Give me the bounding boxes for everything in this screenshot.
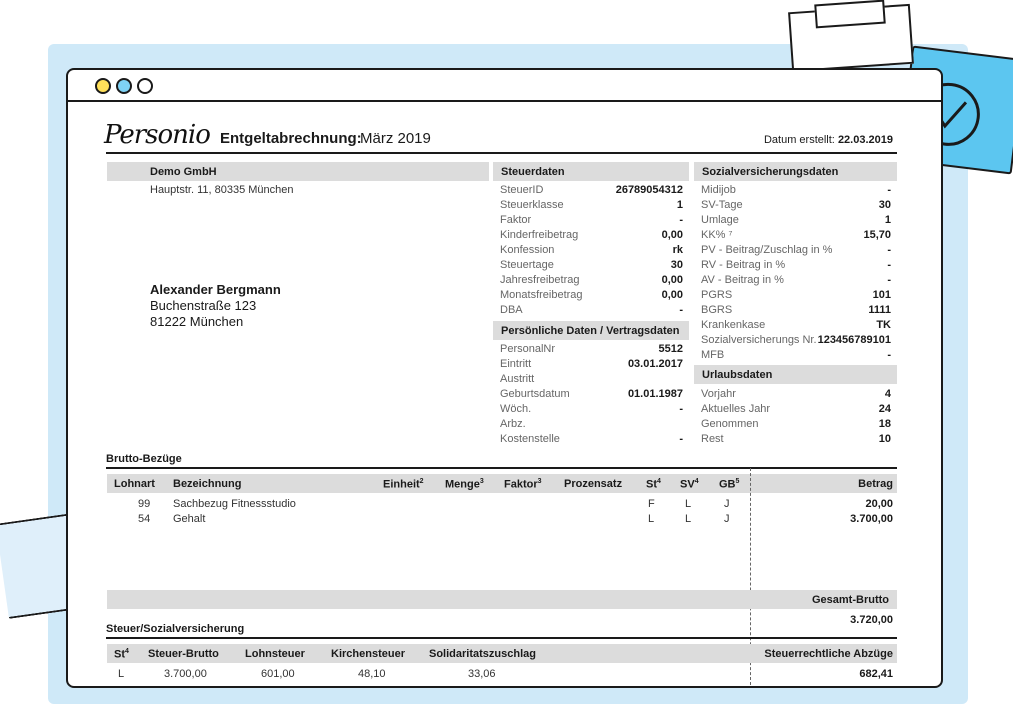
steuerdaten-row-value: rk	[672, 244, 683, 256]
steuerdaten-row-label: Kinderfreibetrag	[500, 229, 579, 241]
sozial-row-label: SV-Tage	[701, 199, 743, 211]
col-menge: Menge$^3$	[445, 478, 484, 491]
steuerdaten-row-label: Jahresfreibetrag	[500, 274, 580, 286]
steuerdaten-row-value: 1	[676, 199, 683, 211]
persoenlich-header-bar	[493, 321, 689, 340]
window-close-dot[interactable]	[137, 78, 153, 94]
steuerdaten-row-value: -	[679, 214, 683, 226]
created-date: 22.03.2019	[837, 134, 893, 146]
steuer-st-value: L	[118, 668, 125, 680]
sozial-row-value: -	[887, 349, 891, 361]
kirchensteuer-value: 48,10	[358, 668, 386, 680]
sozial-header-bar	[694, 162, 897, 181]
col-sv: $SV^4$	[680, 478, 699, 491]
col-kirchensteuer: Kirchensteuer	[331, 648, 405, 660]
steuerdaten-row-label: Konfession	[500, 244, 555, 256]
brutto-betrag: 20,00	[865, 498, 893, 510]
persoenlich-row-value: 03.01.2017	[627, 358, 683, 370]
brutto-bezeichnung: Sachbezug Fitnessstudio	[173, 498, 296, 510]
sozial-row-label: Krankenkase	[701, 319, 766, 331]
persoenlich-row-label: Kostenstelle	[500, 433, 560, 445]
document-period: März 2019	[360, 130, 431, 147]
sozial-row-value: 1111	[868, 304, 891, 316]
sozial-row-label: Umlage	[701, 214, 739, 226]
brutto-rule	[106, 467, 897, 469]
persoenlich-row-label: Arbz.	[500, 418, 526, 430]
urlaub-row-label: Vorjahr	[701, 388, 736, 400]
brutto-betrag: 3.700,00	[850, 513, 893, 525]
sozial-row-label: KK% ⁷	[701, 229, 733, 241]
company-name: Demo GmbH	[150, 166, 217, 178]
personio-logo: Personio	[104, 120, 210, 150]
sozial-row-label: RV - Beitrag in %	[701, 259, 786, 271]
urlaub-row-value: 4	[884, 388, 891, 400]
employee-city: 81222 München	[150, 314, 244, 329]
steuerdaten-header: Steuerdaten	[501, 166, 565, 178]
brutto-lohnart: 99	[138, 498, 151, 510]
sozial-row-label: PV - Beitrag/Zuschlag in %	[701, 244, 833, 256]
sozial-row-value: -	[887, 184, 891, 196]
persoenlich-row-value: 5512	[658, 343, 683, 355]
col-soli: Solidaritatszuschlag	[429, 648, 536, 660]
sozial-row-label: BGRS	[701, 304, 733, 316]
brutto-sv: L	[685, 498, 692, 510]
steuerdaten-row-value: 30	[670, 259, 683, 271]
sozial-row-value: 101	[872, 289, 891, 301]
sozial-row-value: TK	[876, 319, 891, 331]
header-rule	[106, 152, 897, 154]
sozial-row-label: MFB	[701, 349, 725, 361]
steuer-section-title: Steuer/Sozialversicherung	[106, 623, 245, 635]
col-abzuege: Steuerrechtliche Abzüge	[764, 648, 893, 660]
employee-name: Alexander Bergmann	[150, 282, 281, 297]
col-gb: $GB^5$	[719, 478, 740, 491]
gesamt-brutto-bar	[107, 590, 897, 609]
col-st: St$^4$	[646, 478, 661, 491]
col-steuer-brutto: Steuer-Brutto	[148, 648, 219, 660]
steuerdaten-row-label: Steuerklasse	[500, 199, 564, 211]
urlaub-row-value: 24	[878, 403, 891, 415]
col-prozentsatz: Prozensatz	[564, 478, 623, 490]
browser-window	[66, 68, 943, 688]
sozial-row-value: -	[887, 259, 891, 271]
sozial-row-value: 15,70	[863, 229, 891, 241]
steuerdaten-row-label: SteuerID	[500, 184, 544, 196]
steuerdaten-row-label: DBA	[500, 304, 523, 316]
brutto-sv: L	[685, 513, 692, 525]
brutto-st: F	[648, 498, 655, 510]
gesamt-brutto-value: 3.720,00	[850, 614, 893, 626]
brutto-bezeichnung: Gehalt	[173, 513, 206, 525]
company-header-bar	[107, 162, 489, 181]
urlaub-header-bar	[694, 365, 897, 384]
brutto-section-title: Brutto-Bezüge	[106, 453, 182, 465]
steuer-rule	[106, 637, 897, 639]
persoenlich-row-label: Geburtsdatum	[500, 388, 570, 400]
persoenlich-row-label: Eintritt	[500, 358, 532, 370]
sozial-row-value: 1	[884, 214, 891, 226]
sozial-row-label: Sozialversicherungs Nr.	[701, 334, 817, 346]
steuer-brutto-value: 3.700,00	[164, 668, 207, 680]
payslip-document	[68, 102, 941, 686]
document-title: Entgeltabrechnung:	[220, 130, 362, 147]
brutto-st: L	[648, 513, 655, 525]
urlaub-header: Urlaubsdaten	[702, 369, 773, 381]
lohnsteuer-value: 601,00	[261, 668, 295, 680]
col-faktor: Faktor$^3$	[504, 478, 542, 491]
steuerdaten-row-value: 0,00	[661, 229, 683, 241]
sozial-row-value: -	[887, 244, 891, 256]
sozial-row-label: Midijob	[701, 184, 736, 196]
col-betrag: Betrag	[858, 478, 893, 490]
steuerdaten-header-bar	[493, 162, 689, 181]
brutto-gb: J	[724, 498, 730, 510]
created-label: Datum erstellt:	[763, 134, 835, 146]
urlaub-row-label: Genommen	[701, 418, 759, 430]
persoenlich-row-value: -	[679, 403, 683, 415]
company-address: Hauptstr. 11, 80335 München	[150, 184, 294, 196]
steuerdaten-row-value: 26789054312	[615, 184, 683, 196]
sozial-row-value: 123456789101	[817, 334, 891, 346]
persoenlich-row-label: PersonalNr	[500, 343, 556, 355]
sozial-row-value: 30	[878, 199, 891, 211]
brutto-gb: J	[724, 513, 730, 525]
urlaub-row-value: 18	[878, 418, 891, 430]
steuerdaten-row-value: 0,00	[661, 274, 683, 286]
persoenlich-row-value: -	[679, 433, 683, 445]
steuerdaten-row-label: Faktor	[500, 214, 532, 226]
urlaub-row-label: Aktuelles Jahr	[701, 403, 771, 415]
steuerdaten-row-label: Steuertage	[500, 259, 554, 271]
gesamt-brutto-label: Gesamt-Brutto	[811, 594, 889, 606]
urlaub-row-label: Rest	[701, 433, 724, 445]
soli-value: 33,06	[468, 668, 496, 680]
window-maximize-dot[interactable]	[116, 78, 132, 94]
employee-street: Buchenstraße 123	[150, 298, 257, 313]
sozial-row-value: -	[887, 274, 891, 286]
col-steuer-st: St$^4$	[114, 648, 129, 661]
col-lohnart: Lohnart	[114, 478, 155, 490]
window-minimize-dot[interactable]	[95, 78, 111, 94]
col-einheit: Einheit$^2$	[383, 478, 424, 491]
persoenlich-row-label: Austritt	[500, 373, 535, 385]
steuerdaten-row-value: -	[679, 304, 683, 316]
abzuege-value: 682,41	[859, 668, 893, 680]
brutto-lohnart: 54	[138, 513, 151, 525]
created-date-block	[764, 134, 893, 146]
steuerdaten-row-value: 0,00	[661, 289, 683, 301]
window-titlebar	[68, 70, 941, 102]
col-bezeichnung: Bezeichnung	[173, 478, 242, 490]
persoenlich-row-value: 01.01.1987	[627, 388, 683, 400]
urlaub-row-value: 10	[878, 433, 891, 445]
sozial-row-label: PGRS	[701, 289, 733, 301]
steuerdaten-row-label: Monatsfreibetrag	[500, 289, 583, 301]
sozial-header: Sozialversicherungsdaten	[702, 166, 839, 178]
persoenlich-header: Persönliche Daten / Vertragsdaten	[501, 325, 680, 337]
decorative-paper-clip-top	[814, 0, 886, 28]
sozial-row-label: AV - Beitrag in %	[701, 274, 784, 286]
persoenlich-row-label: Wöch.	[500, 403, 532, 415]
col-lohnsteuer: Lohnsteuer	[245, 648, 305, 660]
